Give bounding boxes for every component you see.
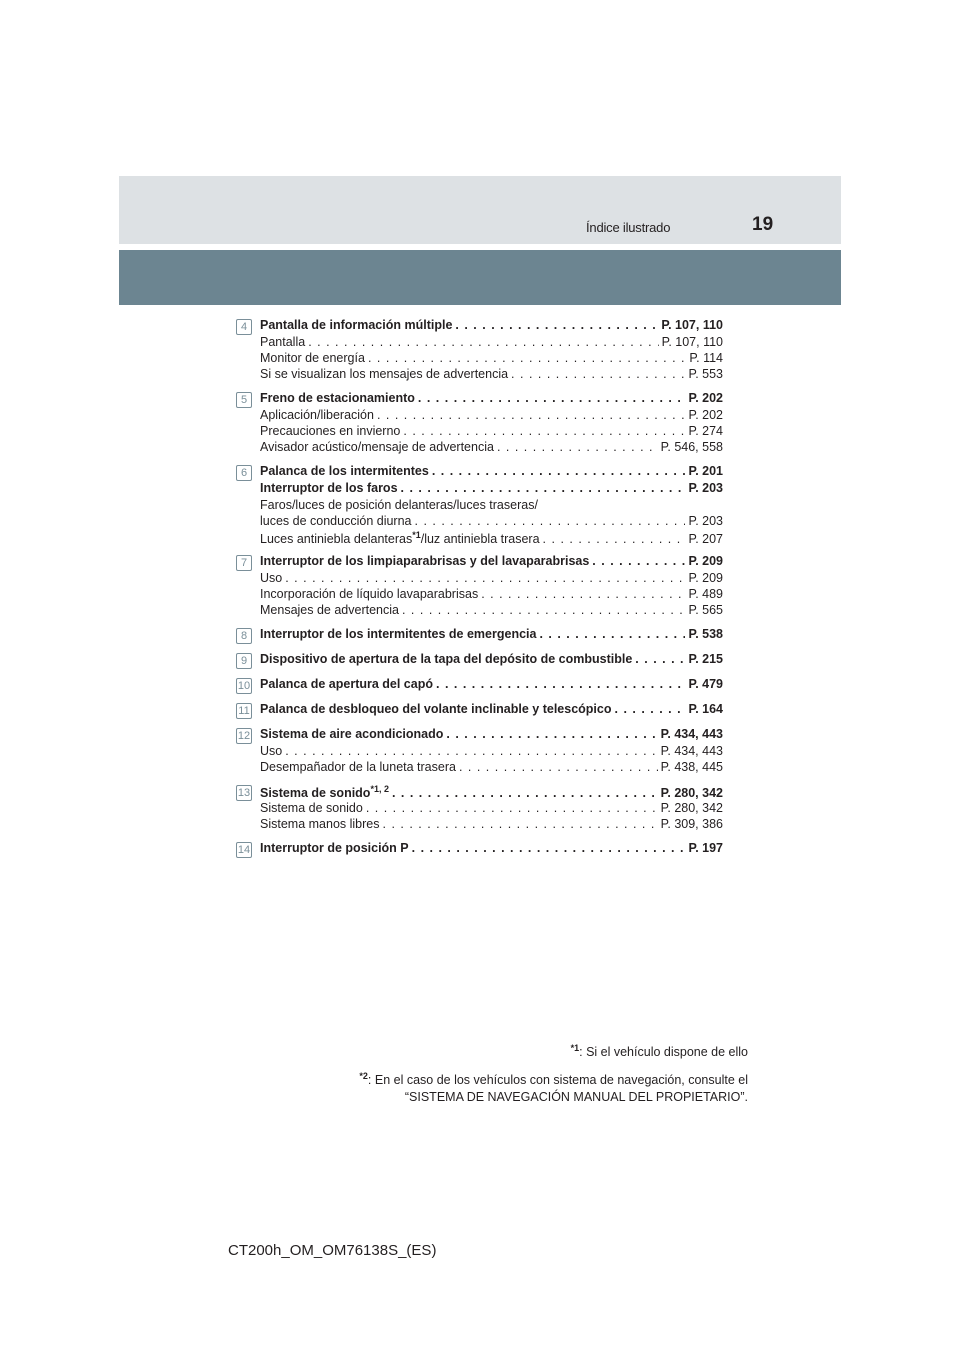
item-number-badge: 6 bbox=[236, 465, 252, 481]
item-number-badge: 5 bbox=[236, 392, 252, 408]
toc-entry bbox=[236, 318, 723, 383]
entry-title bbox=[260, 727, 723, 744]
entry-subitem bbox=[260, 801, 723, 817]
entry-title-page-ref: P. 203 bbox=[688, 481, 723, 495]
entry-title-label bbox=[260, 627, 536, 641]
entry-subitem-page-ref: P. 438, 445 bbox=[660, 760, 723, 774]
entry-title-leader-dots bbox=[436, 677, 685, 691]
entry-subitem-label bbox=[260, 603, 399, 617]
entry-subitem-text: Monitor de energía bbox=[260, 351, 365, 365]
entry-title-label bbox=[260, 481, 398, 495]
entry-subitem bbox=[260, 603, 723, 619]
entry-subitem-label-post: /luz antiniebla trasera bbox=[420, 532, 540, 546]
entry-title bbox=[260, 391, 723, 408]
entry-subitem-text: luces de conducción diurna bbox=[260, 514, 412, 528]
entry-title-page-ref: P. 434, 443 bbox=[660, 727, 723, 741]
footnote-2-text: : En el caso de los vehículos con sistema de navegación, consulte el bbox=[367, 1073, 748, 1088]
entry-subitem-label bbox=[260, 530, 540, 546]
entry-title-page-ref: P. 202 bbox=[688, 391, 723, 405]
footnote-1 bbox=[359, 1040, 748, 1061]
entry-title-text: Interruptor de los limpiaparabrisas y del lavaparabrisas bbox=[260, 554, 590, 568]
entry-subitem-label bbox=[260, 440, 494, 454]
toc-entry bbox=[236, 391, 723, 456]
entry-title-page-ref: P. 107, 110 bbox=[661, 318, 723, 332]
entry-title-label bbox=[260, 727, 443, 741]
entry-subitem-text: Pantalla bbox=[260, 335, 306, 349]
entry-title-page-ref: P. 538 bbox=[688, 627, 723, 641]
entry-subitem-page-ref: P. 309, 386 bbox=[660, 817, 723, 831]
entry-title-label bbox=[260, 464, 429, 478]
entry-subitem-label bbox=[260, 424, 400, 438]
entry-subitem-label-pre: Luces antiniebla delanteras bbox=[260, 532, 413, 546]
entry-title-leader-dots bbox=[392, 786, 658, 800]
entry-subitem-label bbox=[260, 760, 456, 774]
entry-title-text: Interruptor de posición P bbox=[260, 841, 409, 855]
entry-subitem-label bbox=[260, 744, 282, 758]
entry-title-leader-dots bbox=[592, 554, 685, 568]
item-number-badge: 13 bbox=[237, 787, 251, 799]
entry-subitem bbox=[260, 351, 723, 367]
entry-title-leader-dots bbox=[412, 841, 686, 855]
entry-subitem-leader-dots bbox=[415, 514, 686, 528]
entry-subitem-label bbox=[260, 817, 380, 831]
entry-subitem-leader-dots bbox=[543, 532, 686, 546]
entry-subitem-label bbox=[260, 514, 412, 528]
entry-subitem-label bbox=[260, 367, 508, 381]
entry-subitem-leader-dots bbox=[403, 424, 685, 438]
entry-title-text: Sistema de sonido bbox=[260, 786, 371, 801]
entry-subitem bbox=[260, 335, 723, 351]
entry-subitem-text: Aplicación/liberación bbox=[260, 408, 374, 422]
entry-subitem bbox=[260, 587, 723, 603]
entry-title-page-ref: P. 209 bbox=[688, 554, 723, 568]
entry-title bbox=[260, 554, 723, 571]
footnote-1-text: : Si el vehículo dispone de ello bbox=[579, 1045, 748, 1060]
entry-title-leader-dots bbox=[401, 481, 686, 495]
entry-subitem-page-ref: P. 434, 443 bbox=[660, 744, 723, 758]
toc-entry bbox=[236, 554, 723, 619]
item-number-badge: 11 bbox=[236, 703, 252, 719]
footnote-2 bbox=[359, 1068, 748, 1106]
entry-subitem-page-ref: P. 209 bbox=[688, 571, 723, 585]
footnote-2-continuation: “SISTEMA DE NAVEGACIÓN MANUAL DEL PROPIETARIO”. bbox=[404, 1090, 748, 1105]
entry-subitem-page-ref: P. 553 bbox=[688, 367, 723, 381]
entry-subitem-page-ref: P. 203 bbox=[688, 514, 723, 528]
entry-subitem bbox=[260, 408, 723, 424]
footnotes bbox=[359, 1040, 748, 1113]
entry-subitem-page-ref: P. 202 bbox=[688, 408, 723, 422]
entry-subitem-text: Mensajes de advertencia bbox=[260, 603, 399, 617]
entry-subitem bbox=[260, 424, 723, 440]
entry-title-footnote-mark: *1, 2 bbox=[370, 784, 389, 794]
entry-subitem-leader-dots bbox=[377, 408, 686, 422]
entry-subitem-leader-dots bbox=[368, 351, 686, 365]
entry-subitem-page-ref: P. 207 bbox=[688, 532, 723, 546]
document-code: CT200h_OM_OM76138S_(ES) bbox=[228, 1242, 437, 1259]
entry-title-leader-dots bbox=[455, 318, 658, 332]
item-number-badge: 7 bbox=[236, 555, 252, 571]
entry-subitem bbox=[260, 744, 723, 760]
entry-subitem-leader-dots bbox=[511, 367, 685, 381]
entry-subitem bbox=[260, 530, 723, 546]
entry-title-label bbox=[260, 841, 409, 855]
toc-entry bbox=[236, 652, 723, 669]
footnote-2-mark: *2 bbox=[359, 1071, 368, 1082]
entry-subitem bbox=[260, 440, 723, 456]
entry-subitem-leader-dots bbox=[402, 603, 685, 617]
entry-title-text: Dispositivo de apertura de la tapa del depósito de combustible bbox=[260, 652, 633, 666]
entry-subitem bbox=[260, 760, 723, 776]
entry-subitem-text: Si se visualizan los mensajes de advertencia bbox=[260, 367, 509, 381]
entry-subitem-page-ref: P. 107, 110 bbox=[661, 335, 723, 349]
toc-entry bbox=[236, 627, 723, 644]
header-band bbox=[119, 176, 841, 244]
entry-subitem-leader-dots bbox=[481, 587, 685, 601]
entry-title-page-ref: P. 201 bbox=[688, 464, 723, 478]
toc-entry bbox=[236, 727, 723, 776]
entry-subitem-leader-dots bbox=[383, 817, 658, 831]
entry-subitem-text: Incorporación de líquido lavaparabrisas bbox=[260, 587, 479, 601]
entry-title-page-ref: P. 280, 342 bbox=[660, 786, 723, 801]
entry-subitem-leader-dots bbox=[459, 760, 658, 774]
item-number-badge: 8 bbox=[236, 628, 252, 644]
entry-title-text: Palanca de los intermitentes bbox=[260, 464, 429, 478]
entry-subitem bbox=[260, 367, 723, 383]
entry-title-leader-dots bbox=[418, 391, 686, 405]
entry-subitem-page-ref: P. 565 bbox=[688, 603, 723, 617]
entry-title-label bbox=[260, 784, 389, 800]
entry-subitem-footnote-mark: *1 bbox=[412, 530, 421, 540]
entry-subitem-label bbox=[260, 408, 374, 422]
toc-entry bbox=[236, 702, 723, 719]
entry-title-label bbox=[260, 652, 632, 666]
entry-title-text: Interruptor de los faros bbox=[260, 481, 398, 495]
entry-title-leader-dots bbox=[432, 464, 686, 478]
entry-subitem bbox=[260, 817, 723, 833]
entry-title-leader-dots bbox=[615, 702, 686, 716]
footnote-1-mark: *1 bbox=[570, 1043, 580, 1053]
entry-subitem-label bbox=[260, 801, 363, 815]
toc-entry bbox=[236, 464, 723, 546]
entry-title-label bbox=[260, 318, 452, 332]
entry-subitem-label bbox=[260, 351, 365, 365]
toc-list bbox=[236, 318, 723, 866]
toc-entry bbox=[236, 784, 723, 833]
entry-title-page-ref: P. 164 bbox=[688, 702, 723, 716]
entry-subitem-text: Uso bbox=[260, 744, 283, 758]
entry-subitem-leader-dots bbox=[285, 571, 685, 585]
entry-subitem-leader-dots bbox=[308, 335, 658, 349]
entry-subitem-page-ref: P. 280, 342 bbox=[660, 801, 723, 815]
entry-subitem-leader-dots bbox=[497, 440, 658, 454]
entry-subitem-text: Precauciones en invierno bbox=[260, 424, 401, 438]
entry-title-label bbox=[260, 702, 612, 716]
entry-subitem-leader-dots bbox=[285, 744, 657, 758]
entry-title-leader-dots bbox=[539, 627, 685, 641]
entry-title bbox=[260, 652, 723, 669]
header-bar bbox=[119, 250, 841, 305]
entry-subitem-label bbox=[260, 571, 282, 585]
entry-title-leader-dots bbox=[446, 727, 657, 741]
toc-entry bbox=[236, 841, 723, 858]
entry-subitem-page-ref: P. 274 bbox=[688, 424, 723, 438]
section-title: Índice ilustrado bbox=[586, 220, 671, 235]
entry-subitem-text: Avisador acústico/mensaje de advertencia bbox=[260, 440, 494, 454]
item-number-badge: 4 bbox=[236, 319, 252, 335]
entry-title-text: Pantalla de información múltiple bbox=[260, 318, 453, 332]
entry-title bbox=[260, 318, 723, 335]
entry-title-page-ref: P. 215 bbox=[688, 652, 723, 666]
entry-subitem-label bbox=[260, 587, 478, 601]
entry-title bbox=[260, 841, 723, 858]
entry-subitem bbox=[260, 571, 723, 587]
entry-subitem-text: Desempañador de la luneta trasera bbox=[260, 760, 456, 774]
entry-subitem-label bbox=[260, 335, 305, 349]
entry-title-page-ref: P. 479 bbox=[688, 677, 723, 691]
entry-title-label bbox=[260, 391, 415, 405]
entry-title bbox=[260, 702, 723, 719]
entry-subitem-text: Sistema de sonido bbox=[260, 801, 363, 815]
entry-title-text: Sistema de aire acondicionado bbox=[260, 727, 444, 741]
entry-subitem-leader-dots bbox=[366, 801, 658, 815]
entry-title bbox=[260, 481, 723, 498]
toc-entry bbox=[236, 677, 723, 694]
entry-subitem-page-ref: P. 114 bbox=[689, 351, 723, 365]
item-number-badge: 14 bbox=[237, 844, 251, 856]
item-number-badge: 12 bbox=[237, 730, 251, 742]
item-number-badge: 10 bbox=[237, 680, 251, 692]
entry-title-text: Interruptor de los intermitentes de emergencia bbox=[260, 627, 537, 641]
item-number-badge: 9 bbox=[236, 653, 252, 669]
entry-title bbox=[260, 464, 723, 481]
entry-title bbox=[260, 784, 723, 801]
entry-title-text: Palanca de desbloqueo del volante inclinable y telescópico bbox=[260, 702, 612, 716]
entry-title-label bbox=[260, 677, 433, 691]
entry-title-text: Palanca de apertura del capó bbox=[260, 677, 433, 691]
entry-subitem-page-ref: P. 546, 558 bbox=[660, 440, 723, 454]
entry-subitem-text: Uso bbox=[260, 571, 283, 585]
entry-title bbox=[260, 677, 723, 694]
entry-title-label bbox=[260, 554, 589, 568]
entry-subitem bbox=[260, 514, 723, 530]
entry-title-page-ref: P. 197 bbox=[688, 841, 723, 855]
entry-title-text: Freno de estacionamiento bbox=[260, 391, 415, 405]
entry-subtext: Faros/luces de posición delanteras/luces traseras/ bbox=[260, 498, 538, 512]
entry-subitem-text: Sistema manos libres bbox=[260, 817, 380, 831]
entry-title-leader-dots bbox=[635, 652, 685, 666]
entry-subitem-page-ref: P. 489 bbox=[688, 587, 723, 601]
entry-title bbox=[260, 627, 723, 644]
page-number: 19 bbox=[752, 214, 774, 235]
